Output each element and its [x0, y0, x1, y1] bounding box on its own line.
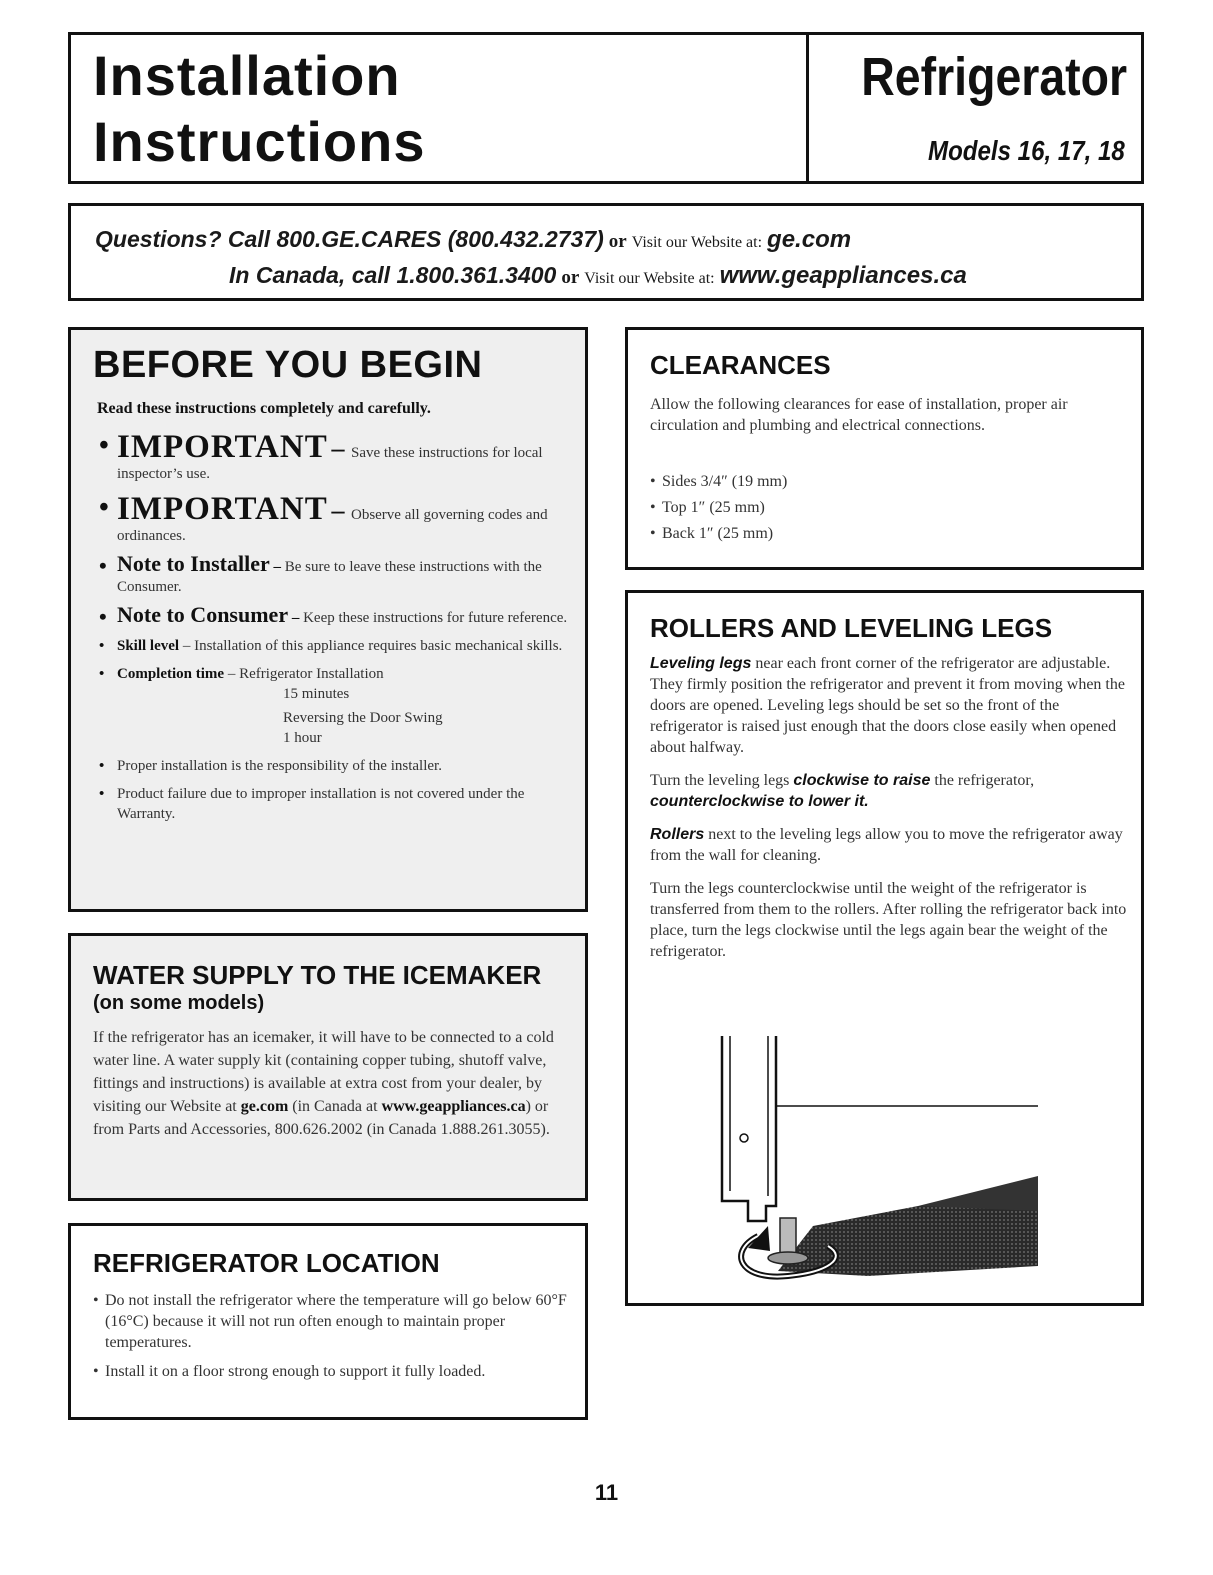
installer-text: Be sure to leave these instructions with the Consumer.: [117, 559, 542, 595]
canada-or: or: [561, 267, 580, 288]
clearances-intro: Allow the following clearances for ease of installation, proper air circulation and plumbing and electrical connections.: [650, 396, 1068, 434]
header-divider: [806, 35, 809, 181]
skill-text: Installation of this appliance requires basic mechanical skills.: [194, 638, 563, 654]
water-supply-section: [68, 933, 588, 1201]
section-subtitle: (on some models): [93, 992, 265, 1014]
list-item: • Note to Consumer – Keep these instructions for future reference.: [99, 602, 568, 629]
list-item: • Skill level – Installation of this appliance requires basic mechanical skills.: [99, 638, 563, 654]
model-numbers: Models 16, 17, 18: [928, 135, 1125, 166]
completion-task: Refrigerator Installation: [239, 666, 384, 682]
intro-text: Read these instructions completely and carefully.: [97, 400, 431, 417]
us-phone: Questions? Call 800.GE.CARES (800.432.2737): [95, 226, 604, 252]
consumer-heading: Note to Consumer: [117, 602, 289, 627]
list-item: • Back 1″ (25 mm): [650, 524, 787, 544]
paragraph: Leveling legs near each front corner of the refrigerator are adjustable. They firmly position the refrigerator and prevent it from moving when the doors are opened. Leveling legs should be set so the front of the refrigerator is raised just enough that the doors close easily when opened about halfway.: [650, 655, 1125, 756]
list-item: • Top 1″ (25 mm): [650, 498, 787, 518]
paragraph: Turn the leveling legs clockwise to raise the refrigerator, counterclockwise to lower it.: [650, 772, 1035, 810]
contact-canada-line: [229, 262, 967, 290]
installer-heading: Note to Installer: [117, 551, 270, 576]
list-item: • Do not install the refrigerator where the temperature will go below 60°F (16°C) because it will not run often enough to maintain proper temperatures.: [93, 1290, 573, 1353]
list-item: • Note to Installer – Be sure to leave these instructions with the Consumer.: [99, 551, 542, 595]
page-number: 11: [594, 1480, 619, 1505]
list-item: • Proper installation is the responsibility of the installer.: [99, 758, 442, 774]
important-text: Observe all governing codes and ordinances.: [117, 507, 548, 544]
skill-heading: Skill level: [117, 638, 180, 654]
paragraph: Rollers next to the leveling legs allow you to move the refrigerator away from the wall for cleaning.: [650, 826, 1123, 864]
section-title: REFRIGERATOR LOCATION: [93, 1248, 440, 1278]
rollers-text: [650, 653, 1132, 974]
section-title: WATER SUPPLY TO THE ICEMAKER: [93, 960, 542, 990]
completion-task: Reversing the Door Swing: [283, 710, 443, 726]
list-item: • IMPORTANT – Observe all governing codes and ordinances.: [99, 491, 548, 544]
warranty-text: Product failure due to improper installation is not covered under the Warranty.: [117, 786, 525, 822]
canada-website-link[interactable]: www.geappliances.ca: [719, 262, 967, 289]
contact-box: [68, 203, 1144, 301]
important-heading: IMPORTANT: [117, 491, 328, 527]
canada-phone: In Canada, call 1.800.361.3400: [229, 262, 557, 288]
list-item: • Completion time – Refrigerator Installation 15 minutes Reversing the Door Swing 1 hour: [97, 664, 577, 748]
ge-website-link[interactable]: ge.com: [240, 1098, 289, 1115]
header-box: [68, 32, 1144, 184]
completion-time: 15 minutes: [283, 686, 350, 702]
contact-us-line: [95, 226, 851, 254]
section-title: ROLLERS AND LEVELING LEGS: [650, 613, 1053, 643]
important-heading: IMPORTANT: [117, 429, 328, 465]
consumer-text: Keep these instructions for future reference.: [303, 610, 568, 626]
responsibility-text: Proper installation is the responsibility of the installer.: [117, 758, 442, 774]
list-item: • Install it on a floor strong enough to support it fully loaded.: [93, 1361, 573, 1382]
clearances-list: [650, 472, 787, 550]
us-website-link[interactable]: ge.com: [767, 226, 852, 253]
section-title: BEFORE YOU BEGIN: [93, 344, 483, 386]
canada-visit-label: Visit our Website at:: [584, 270, 715, 287]
rollers-leveling-section: [625, 590, 1144, 1306]
leveling-leg-illustration: [718, 1026, 1038, 1296]
us-or: or: [608, 231, 627, 252]
list-item: • Product failure due to improper installation is not covered under the Warranty.: [99, 786, 525, 822]
title-line-2: Instructions: [93, 110, 426, 173]
list-item: • IMPORTANT – Save these instructions for local inspector’s use.: [99, 429, 543, 482]
location-list: [93, 1290, 573, 1390]
paragraph: Turn the legs counterclockwise until the weight of the refrigerator is transferred from them to the rollers. After rolling the refrigerator back into place, turn the legs clockwise until the legs again bear the weight of the refrigerator.: [650, 880, 1127, 960]
important-text: Save these instructions for local inspector’s use.: [117, 445, 543, 482]
completion-time: 1 hour: [283, 730, 322, 746]
canada-website-link[interactable]: www.geappliances.ca: [381, 1098, 526, 1115]
refrigerator-location-section: [68, 1223, 588, 1420]
list-item: • Sides 3/4″ (19 mm): [650, 472, 787, 492]
completion-heading: Completion time: [117, 666, 225, 682]
section-title: CLEARANCES: [650, 350, 831, 380]
before-list: [97, 430, 577, 832]
product-name: Refrigerator: [861, 47, 1127, 107]
before-you-begin-section: [68, 327, 588, 912]
clearances-section: [625, 327, 1144, 570]
title-line-1: Installation: [93, 44, 401, 107]
us-visit-label: Visit our Website at:: [631, 234, 763, 251]
water-supply-text: If the refrigerator has an icemaker, it will have to be connected to a cold water line. A water supply kit (containing copper tubing, shutoff valve, fittings and instructions) is available at extra cost from your dealer, by visiting our Website at ge.com (in Canada at www.geappliances.ca) or from Parts and Accessories, 800.626.2002 (in Canada 1.888.261.3055).: [93, 1029, 554, 1138]
document-title: [93, 43, 425, 175]
